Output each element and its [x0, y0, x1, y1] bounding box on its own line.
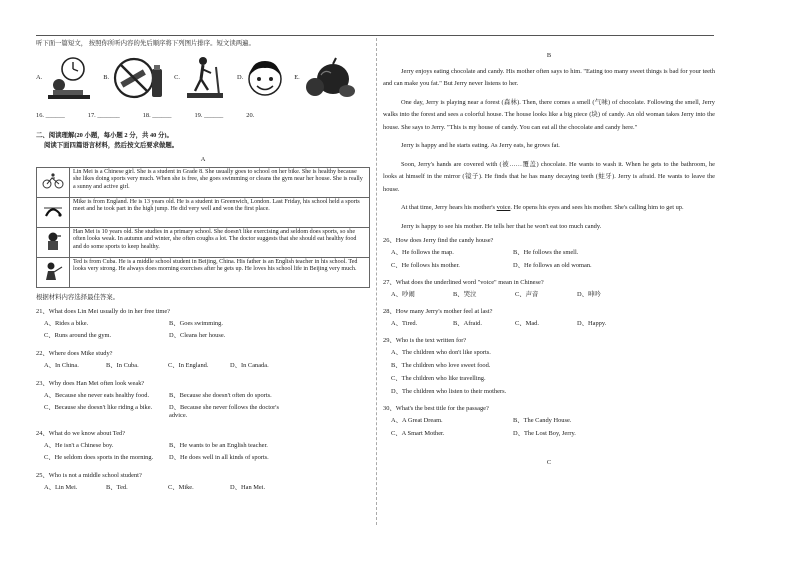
picture-label: C. [174, 74, 180, 81]
question-26 [383, 237, 715, 275]
left-column [36, 38, 370, 496]
option[interactable]: D、Happy. [577, 320, 607, 328]
option[interactable]: B、In Cuba. [106, 362, 139, 369]
options [383, 349, 715, 401]
passage-b-letter: B [546, 52, 552, 59]
option[interactable]: C、A Smart Mother. [391, 430, 445, 438]
option[interactable]: C、In England. [168, 362, 209, 369]
option[interactable]: B、The children who love sweet food. [391, 362, 491, 370]
blank-19[interactable]: 19. ______ [194, 112, 224, 119]
section-sub-instruction: 阅读下面四篇语言材料，然后按文后要求做题。 [44, 142, 179, 149]
option[interactable]: A、Tired. [391, 320, 418, 328]
question-text: 25、Who is not a middle school student? [36, 472, 142, 479]
picture-c [174, 55, 227, 101]
picture-label: D. [236, 74, 244, 81]
option[interactable]: B、He wants to be an English teacher. [169, 442, 268, 449]
option[interactable]: B、Because she doesn't often do sports. [169, 392, 272, 399]
option[interactable]: D、The children who listen to their mothers. [391, 388, 507, 396]
people-table [36, 167, 370, 288]
table-icon-cell [37, 228, 70, 258]
passage-paragraph: Jerry is happy to see his mother. He tells her that he won't eat too much candy. [401, 222, 602, 230]
options [36, 320, 370, 344]
header-rule [36, 35, 714, 36]
table-icon-cell [37, 168, 70, 198]
answer-blanks [36, 112, 370, 120]
question-25 [36, 472, 370, 496]
options [36, 392, 370, 424]
option[interactable]: C、Runs around the gym. [44, 332, 112, 339]
option[interactable]: B、He follows the smell. [513, 249, 579, 257]
question-text: 26、How does Jerry find the candy house? [383, 237, 494, 245]
passage-paragraph: Jerry is happy and he starts eating. As Jerry eats, he grows fat. [401, 142, 560, 150]
treadmill-runner-icon [183, 55, 227, 101]
question-text: 29、Who is the text written for? [383, 337, 467, 345]
option[interactable]: C、He seldom does sports in the morning. [44, 454, 154, 461]
table-row [37, 228, 370, 258]
picture-d [237, 55, 284, 101]
picture-b [103, 55, 164, 101]
option[interactable]: C、Mad. [515, 320, 539, 328]
picture-e [294, 55, 357, 101]
option[interactable]: D、Because she never follows the doctor's advice. [169, 404, 279, 419]
options [383, 249, 715, 275]
option[interactable]: D、呻吟 [577, 291, 601, 299]
blank-16[interactable]: 16. ______ [36, 112, 65, 119]
option[interactable]: C、The children who like travelling. [391, 375, 486, 383]
question-24 [36, 430, 370, 466]
bicycle-icon [42, 173, 64, 189]
picture-a [36, 55, 93, 101]
option[interactable]: C、He follows his mother. [391, 262, 460, 270]
choose-instruction: 根据材料内容选择最佳答案。 [36, 294, 120, 301]
picture-label: E. [294, 74, 300, 81]
no-smoking-icon [112, 55, 164, 101]
picture-row [36, 54, 370, 102]
option[interactable]: B、The Candy House. [513, 417, 572, 425]
listening-instruction: 听下面一篇短文， 按照你所听内容的先后顺序将下列图片排序。短文读两遍。 [36, 40, 255, 47]
option[interactable]: D、The Lost Boy, Jerry. [513, 430, 576, 438]
question-30 [383, 405, 715, 443]
option[interactable]: C、声音 [515, 291, 539, 299]
table-icon-cell [37, 198, 70, 228]
question-27 [383, 279, 715, 304]
question-text: 27、What does the underlined word "voice" mean in Chinese? [383, 279, 544, 287]
option[interactable]: D、In Canada. [230, 362, 269, 369]
option[interactable]: A、He isn't a Chinese boy. [44, 442, 114, 449]
question-29 [383, 337, 715, 401]
person-description: Ted is from Cuba. He is a middle school student in Beijing, China. His father is an English teacher in his school. Ted looks very strong. He always does morning exercises after he gets up. He loves his school life in Beijing very much. [70, 258, 370, 288]
option[interactable]: D、Cleans her house. [169, 332, 226, 339]
blank-17[interactable]: 17. _______ [87, 112, 120, 119]
passage-a-letter: A [200, 156, 206, 163]
question-text: 28、How many Jerry's mother feel at last? [383, 308, 493, 316]
passage-paragraph: One day, Jerry is playing near a forest (森林). Then, there comes a smell (气味) of chocolate. Following the smell, Jerry walks into the forest and sees a colorful house. The house looks like a big piece (块) of candy. An old woman takes Jerry into the house. She says to Jerry. "This is my house of candy. You can eat all the chocolate and candy here." [383, 98, 715, 131]
question-23 [36, 380, 370, 424]
blank-18[interactable]: 18. ______ [142, 112, 172, 119]
sick-girl-icon [42, 231, 64, 251]
option[interactable]: B、哭泣 [453, 291, 477, 299]
question-22 [36, 350, 370, 374]
option[interactable]: C、Mike. [168, 484, 194, 491]
option[interactable]: A、Because she never eats healthy food. [44, 392, 150, 399]
options [36, 362, 370, 374]
column-divider [376, 38, 377, 525]
option[interactable]: A、He follows the map. [391, 249, 454, 257]
picture-label: A. [36, 74, 43, 81]
option[interactable]: D、Han Mei. [230, 484, 266, 491]
question-text: 23、Why does Han Mei often look weak? [36, 380, 145, 387]
clock-boy-icon [45, 55, 93, 101]
picture-label: B. [103, 74, 110, 81]
smiling-boy-icon [246, 55, 284, 101]
options [383, 417, 715, 443]
teacher-icon [42, 261, 64, 281]
fruit-vegetables-icon [303, 55, 357, 101]
option[interactable]: A、Rides a bike. [44, 320, 89, 327]
options [383, 320, 715, 333]
passage-paragraph [383, 202, 715, 214]
option[interactable]: D、He does well in all kinds of sports. [169, 454, 269, 461]
passage-paragraph: Jerry enjoys eating chocolate and candy. His mother often says to him. "Eating too many sweet things is bad for your teeth and can make you fat." But Jerry never listens to her. [383, 68, 715, 88]
paragraph-text: . He opens his eyes and sees his mother. She's calling him to get up. [510, 204, 684, 212]
option[interactable]: A、吵闹 [391, 291, 415, 299]
table-row [37, 168, 370, 198]
table-icon-cell [37, 258, 70, 288]
option[interactable]: B、Goes swimming. [169, 320, 223, 327]
question-text: 30、What's the best title for the passage? [383, 405, 489, 413]
option[interactable]: B、Afraid. [453, 320, 482, 328]
passage-c-letter: C [546, 459, 552, 467]
table-row [37, 198, 370, 228]
option[interactable]: A、In China. [44, 362, 79, 369]
options [36, 484, 370, 496]
underlined-word: voice [496, 204, 511, 212]
question-21 [36, 308, 370, 344]
option[interactable]: A、The children who don't like sports. [391, 349, 491, 357]
person-description: Lin Mei is a Chinese girl. She is a student in Grade 8. She usually goes to school on her bike. She is healthy because she likes doing sports very much. When she is free, she goes swimming or cleans the gym near her house. She is really a sunny and active girl. [70, 168, 370, 198]
option[interactable]: A、A Great Dream. [391, 417, 443, 425]
person-description: Han Mei is 10 years old. She studies in a primary school. She doesn't like exercising and seldom does sports, so she often looks weak. In autumn and winter, she often coughs a lot. The doctor suggests that she should eat healthy food and do some sports to keep healthy. [70, 228, 370, 258]
right-column [383, 38, 715, 467]
option[interactable]: C、Because she doesn't like riding a bike. [44, 404, 153, 411]
person-description: Mike is from England. He is 13 years old. He is a student in Greenwich, London. Last Friday, his school held a sports meet and he took part in the high jump. He did very well and won the first place. [70, 198, 370, 228]
question-text: 24、What do we know about Ted? [36, 430, 126, 437]
passage-paragraph: Soon, Jerry's hands are covered with (被……覆盖) chocolate. He wants to wash it. When he gets to the bathroom, he looks at himself in the mirror (镜子). He finds that he has many decaying teeth (蛀牙). Jerry is afraid. He wants to leave the house. [383, 160, 715, 193]
options [36, 442, 370, 466]
paragraph-text: At that time, Jerry hears his mother's [401, 204, 497, 212]
blank-20[interactable]: 20. [246, 112, 255, 119]
question-28 [383, 308, 715, 333]
option[interactable]: A、Lin Mei. [44, 484, 78, 491]
options [383, 291, 715, 304]
question-text: 21、What does Lin Mei usually do in her free time? [36, 308, 170, 315]
option[interactable]: D、He follows an old woman. [513, 262, 592, 270]
section-title: 二、阅读理解(20 小题，每小题 2 分，共 40 分)。 [36, 132, 173, 139]
question-text: 22、Where does Mike study? [36, 350, 113, 357]
option[interactable]: B、Ted. [106, 484, 128, 491]
table-row [37, 258, 370, 288]
high-jump-icon [42, 202, 64, 220]
